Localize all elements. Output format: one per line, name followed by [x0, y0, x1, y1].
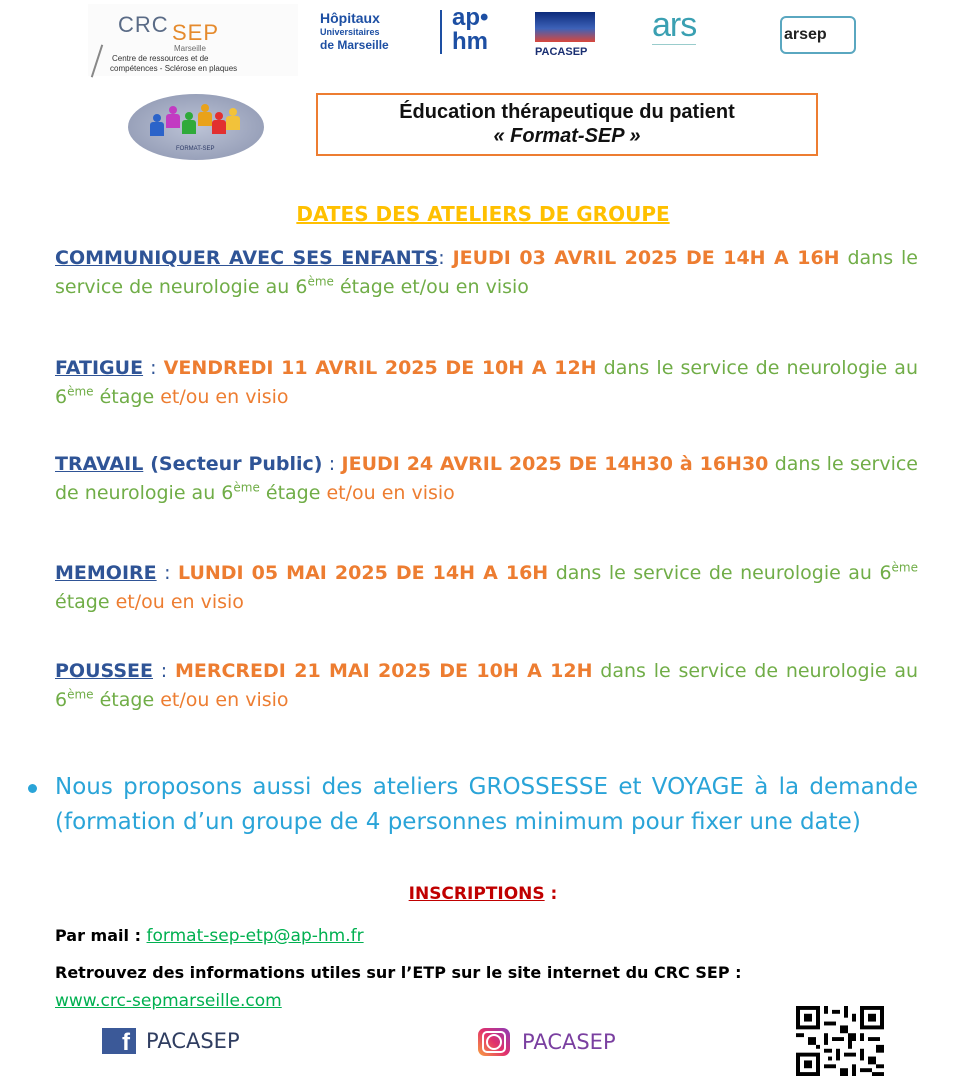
arsep-logo: [780, 16, 856, 54]
section-heading: DATES DES ATELIERS DE GROUPE: [296, 202, 670, 226]
atelier-floor-word: étage: [93, 386, 161, 408]
atelier-item: [55, 244, 918, 302]
facebook-icon: f: [102, 1028, 136, 1054]
atelier-name: MEMOIRE: [55, 562, 157, 584]
atelier-floor-word: étage: [259, 482, 327, 504]
instagram-icon: [478, 1028, 510, 1056]
atelier-item: [55, 354, 918, 412]
atelier-floor-sup: ème: [67, 687, 94, 702]
arsep-logo-label: arsep: [784, 26, 827, 43]
format-sep-logo: [128, 94, 264, 160]
atelier-date: LUNDI 05 MAI 2025 DE 14H A 16H: [178, 562, 549, 584]
sep-logo-text: SEP: [172, 20, 220, 45]
atelier-floor-word: étage: [333, 276, 401, 298]
atelier-separator: :: [156, 562, 179, 584]
atelier-date: VENDREDI 11 AVRIL 2025 DE 10H A 12H: [163, 357, 597, 379]
pacasep-logo-label: PACASEP: [535, 46, 588, 58]
atelier-location: dans le service de neurologie au 6: [55, 660, 919, 711]
atelier-subtitle: (Secteur Public): [143, 453, 323, 475]
atelier-separator: :: [143, 357, 164, 379]
aphm-logo-line3: de Marseille: [320, 38, 389, 52]
aphm-logo-hm: hm: [452, 28, 488, 55]
atelier-location: dans le service de neurologie au 6: [55, 247, 918, 298]
atelier-separator: :: [152, 660, 175, 682]
atelier-floor-word: étage: [55, 591, 116, 613]
atelier-name: POUSSEE: [55, 660, 153, 682]
atelier-visio: et/ou en visio: [160, 689, 289, 711]
bullet-icon: [28, 784, 37, 793]
inscriptions-heading: [0, 884, 966, 904]
atelier-date: JEUDI 03 AVRIL 2025 DE 14H A 16H: [452, 247, 840, 269]
aphm-logo-line2: Universitaires: [320, 27, 380, 37]
atelier-visio: et/ou en visio: [160, 386, 289, 408]
inscriptions-label: INSCRIPTIONS: [408, 884, 545, 904]
mail-link[interactable]: format-sep-etp@ap-hm.fr: [146, 926, 364, 946]
atelier-item: [55, 657, 918, 715]
extra-ateliers-note: Nous proposons aussi des ateliers GROSSESSE et VOYAGE à la demande (formation d’un groupe de 4 personnes minimum pour fixer une date): [55, 774, 918, 835]
atelier-floor-sup: ème: [891, 560, 919, 575]
atelier-floor-sup: ème: [307, 274, 334, 289]
atelier-floor-sup: ème: [67, 384, 94, 399]
crc-logo-line1: Centre de ressources et de: [112, 54, 209, 63]
atelier-visio: et/ou en visio: [400, 276, 529, 298]
inscriptions-suffix: :: [544, 884, 558, 904]
atelier-floor-sup: ème: [233, 480, 260, 495]
atelier-location: dans le service de neurologie au 6: [548, 562, 892, 584]
pacasep-logo: [535, 12, 597, 62]
website-link[interactable]: www.crc-sepmarseille.com: [55, 991, 282, 1011]
title-box: [316, 93, 818, 156]
atelier-name: FATIGUE: [55, 357, 144, 379]
atelier-date: JEUDI 24 AVRIL 2025 DE 14H30 à 16H30: [341, 453, 769, 475]
title-line1: Éducation thérapeutique du patient: [399, 101, 735, 123]
ars-logo: [650, 6, 730, 60]
ars-logo-label: ars: [652, 6, 697, 44]
atelier-location: dans le service de neurologie au 6: [55, 453, 918, 504]
atelier-item: [55, 450, 918, 508]
format-sep-logo-label: FORMAT-SEP: [176, 146, 215, 152]
mail-label: Par mail :: [55, 926, 147, 945]
title-line2: « Format-SEP »: [493, 125, 641, 147]
aphm-logo-line1: Hôpitaux: [320, 10, 380, 26]
crc-logo-text: CRC: [118, 12, 169, 37]
facebook-link[interactable]: [102, 1028, 240, 1054]
instagram-label: PACASEP: [522, 1030, 616, 1054]
atelier-floor-word: étage: [93, 689, 161, 711]
atelier-name: TRAVAIL: [55, 453, 144, 475]
aphm-logo-ap: ap•: [452, 4, 489, 31]
aphm-logo: [320, 4, 495, 56]
info-text: Retrouvez des informations utiles sur l’ETP sur le site internet du CRC SEP :: [55, 963, 742, 982]
atelier-separator: :: [322, 453, 342, 475]
mail-contact: [55, 926, 364, 946]
crc-logo-line2: compétences - Sclérose en plaques: [110, 64, 238, 73]
instagram-link[interactable]: [478, 1028, 616, 1056]
facebook-label: PACASEP: [146, 1029, 240, 1053]
qr-code-icon[interactable]: [796, 1006, 884, 1076]
atelier-visio: et/ou en visio: [115, 591, 244, 613]
atelier-item: [55, 559, 918, 617]
atelier-name: COMMUNIQUER AVEC SES ENFANTS: [55, 247, 439, 269]
atelier-separator: :: [438, 247, 453, 269]
crc-sep-logo: [88, 4, 298, 76]
atelier-date: MERCREDI 21 MAI 2025 DE 10H A 12H: [174, 660, 593, 682]
atelier-location: dans le service de neurologie au 6: [55, 357, 918, 408]
atelier-visio: et/ou en visio: [326, 482, 455, 504]
crc-logo-city: Marseille: [174, 44, 207, 53]
